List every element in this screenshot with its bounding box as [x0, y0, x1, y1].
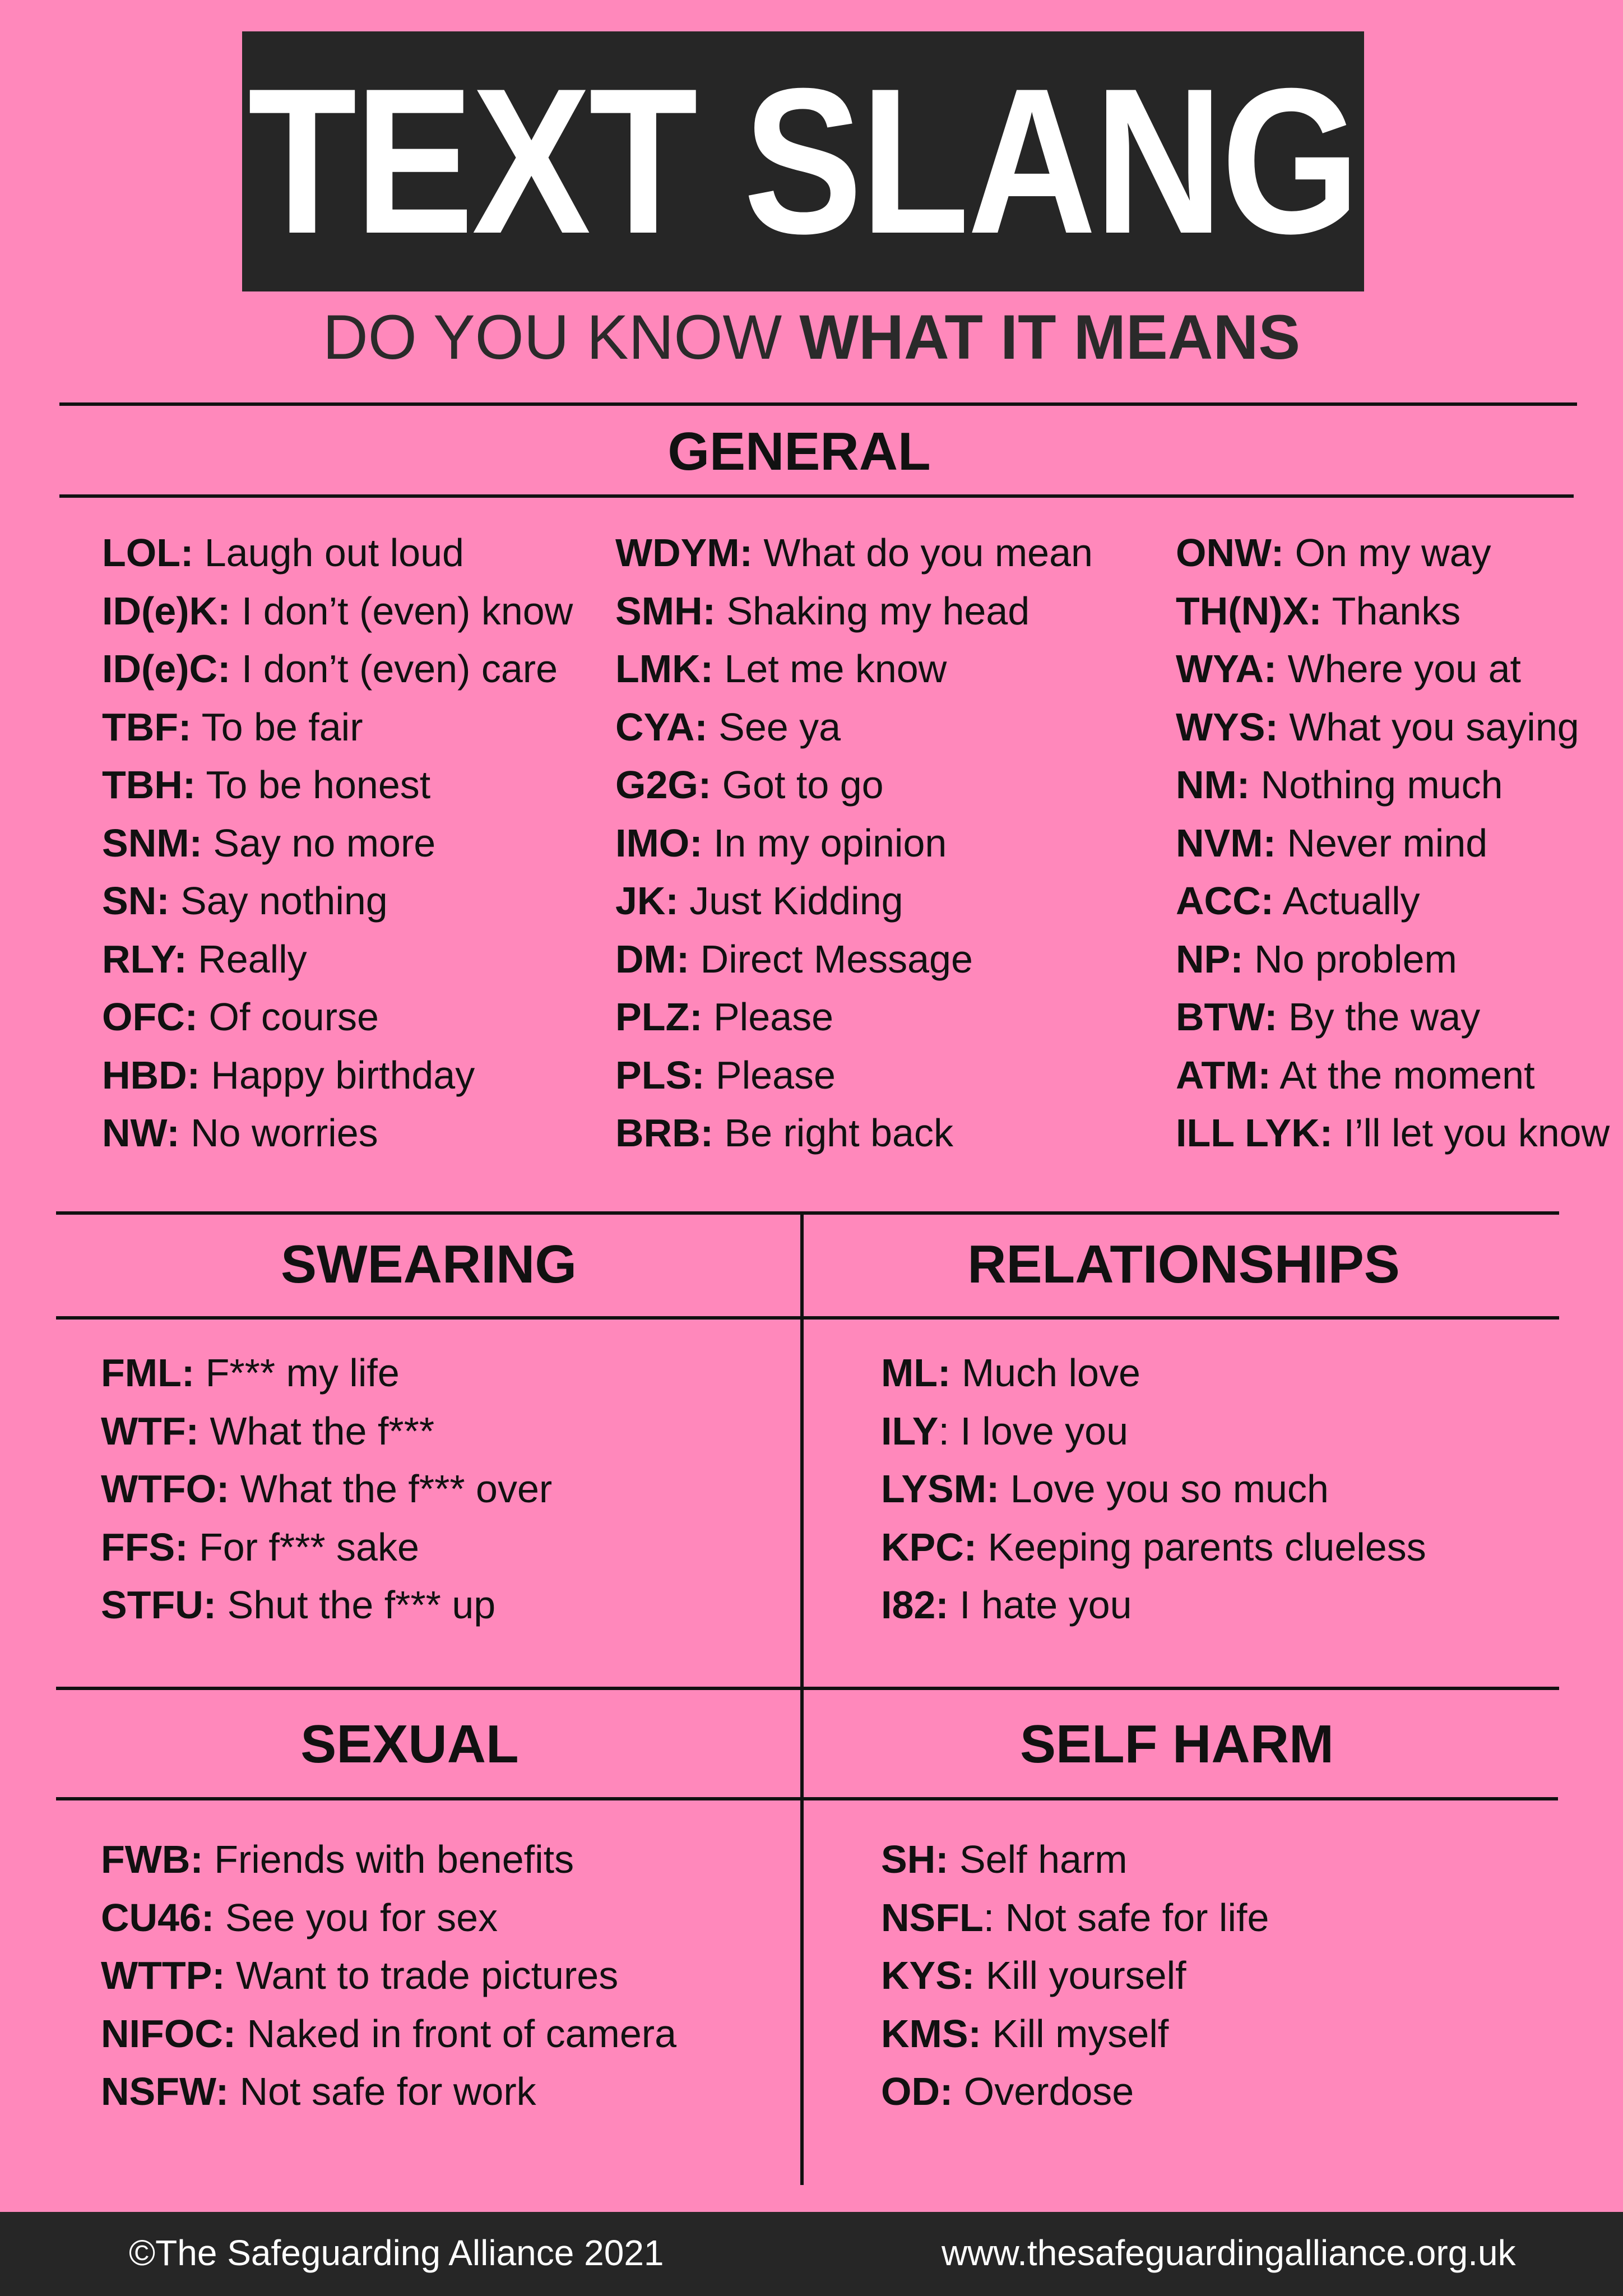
subtitle-bold: WHAT IT MEANS — [799, 302, 1301, 372]
slang-separator: : — [175, 1525, 188, 1569]
slang-separator: : — [174, 937, 187, 981]
slang-separator: : — [961, 1954, 975, 1997]
slang-entry — [1176, 582, 1610, 641]
slang-definition: Where you at — [1277, 647, 1521, 691]
sexual-list — [101, 1831, 676, 2121]
swearing-list — [101, 1344, 552, 1635]
slang-definition: Want to trade pictures — [225, 1954, 619, 1997]
subtitle-regular: DO YOU KNOW — [322, 302, 800, 372]
slang-separator: : — [187, 1053, 200, 1097]
slang-separator: : — [739, 531, 753, 575]
slang-separator: : — [1258, 1053, 1271, 1097]
slang-definition: Kill yourself — [975, 1954, 1186, 1997]
slang-separator: : — [178, 705, 192, 749]
slang-definition: Please — [702, 995, 834, 1039]
slang-entry — [101, 2005, 676, 2063]
slang-definition: Much love — [950, 1351, 1140, 1395]
slang-definition: Actually — [1273, 879, 1420, 923]
slang-separator: : — [181, 1351, 195, 1395]
slang-definition: In my opinion — [702, 821, 947, 865]
title-banner — [242, 31, 1364, 291]
slang-term: KYS — [881, 1954, 962, 1997]
slang-definition: On my way — [1284, 531, 1491, 575]
slang-definition: Really — [187, 937, 307, 981]
slang-definition: Say nothing — [169, 879, 388, 923]
slang-term: ONW — [1176, 531, 1271, 575]
slang-entry — [881, 1947, 1269, 2005]
slang-separator: : — [986, 1467, 1000, 1511]
slang-entry — [102, 640, 573, 698]
slang-separator: : — [1263, 821, 1276, 865]
slang-definition: Got to go — [711, 763, 884, 807]
slang-entry — [881, 1344, 1426, 1402]
slang-definition: No problem — [1243, 937, 1457, 981]
slang-term: KPC — [881, 1525, 964, 1569]
slang-definition: Say no more — [202, 821, 436, 865]
slang-definition: Overdose — [953, 2070, 1134, 2113]
slang-term: ACC — [1176, 879, 1261, 923]
slang-term: DM — [615, 937, 676, 981]
slang-definition: Be right back — [713, 1111, 953, 1155]
slang-separator: : — [689, 821, 703, 865]
slang-definition: Please — [704, 1053, 836, 1097]
slang-separator: : — [216, 1467, 230, 1511]
slang-term: JK — [615, 879, 666, 923]
slang-separator: : — [698, 763, 712, 807]
slang-term: WTFO — [101, 1467, 217, 1511]
slang-definition: What you saying — [1278, 705, 1579, 749]
slang-separator: : — [963, 1525, 977, 1569]
page-subtitle — [0, 303, 1623, 372]
slang-definition: F*** my life — [194, 1351, 400, 1395]
slang-separator: : — [702, 589, 716, 633]
slang-entry — [615, 1047, 1093, 1105]
slang-definition: Just Kidding — [678, 879, 903, 923]
slang-separator: : — [1265, 705, 1278, 749]
slang-term: WYS — [1176, 705, 1265, 749]
slang-definition: For f*** sake — [188, 1525, 419, 1569]
slang-entry — [615, 814, 1093, 873]
slang-separator: : — [1309, 589, 1322, 633]
slang-entry — [1176, 640, 1610, 698]
slang-term: ID(e)K — [102, 589, 218, 633]
slang-term: ILL LYK — [1176, 1111, 1320, 1155]
divider-middle-top — [56, 1211, 1559, 1215]
relationships-list — [881, 1344, 1426, 1635]
slang-entry — [615, 931, 1093, 989]
section-title-self-harm: SELF HARM — [1020, 1714, 1334, 1774]
slang-entry — [881, 1460, 1426, 1519]
slang-separator: : — [700, 1111, 713, 1155]
slang-entry — [881, 2005, 1269, 2063]
slang-separator: : — [665, 879, 679, 923]
slang-term: LOL — [102, 531, 180, 575]
footer-bar — [0, 2212, 1623, 2296]
slang-term: TBF — [102, 705, 179, 749]
slang-separator: : — [1264, 995, 1278, 1039]
section-title-relationships: RELATIONSHIPS — [967, 1234, 1400, 1294]
slang-entry — [1176, 756, 1610, 814]
slang-definition: Love you so much — [999, 1467, 1329, 1511]
slang-term: WTF — [101, 1409, 186, 1453]
slang-term: NP — [1176, 937, 1231, 981]
slang-term: LMK — [615, 647, 701, 691]
slang-definition: No worries — [179, 1111, 378, 1155]
slang-definition: See ya — [707, 705, 841, 749]
slang-separator: : — [184, 995, 198, 1039]
slang-separator: : — [189, 821, 202, 865]
divider-general-top — [59, 402, 1577, 406]
slang-entry — [102, 1104, 573, 1163]
slang-definition: I’ll let you know — [1333, 1111, 1610, 1155]
general-column-1 — [102, 524, 573, 1163]
slang-entry — [1176, 524, 1610, 582]
slang-separator: : — [1260, 879, 1274, 923]
slang-term: NIFOC — [101, 2011, 223, 2056]
slang-separator: : — [186, 1409, 199, 1453]
slang-separator: : — [689, 995, 703, 1039]
section-title-swearing: SWEARING — [281, 1234, 577, 1294]
slang-entry — [101, 1947, 676, 2005]
footer-website: www.thesafeguardingalliance.org.uk — [942, 2233, 1516, 2273]
slang-entry — [101, 1344, 552, 1402]
slang-separator: : — [182, 763, 196, 807]
slang-separator: : — [935, 1837, 949, 1881]
slang-separator: : — [222, 2011, 237, 2056]
slang-term: PLS — [615, 1053, 692, 1097]
slang-separator: : — [217, 589, 231, 633]
slang-term: STFU — [101, 1583, 203, 1627]
slang-term: BRB — [615, 1111, 701, 1155]
slang-entry — [102, 988, 573, 1047]
slang-entry — [101, 1460, 552, 1519]
slang-entry — [1176, 988, 1610, 1047]
slang-separator: : — [203, 1583, 217, 1627]
slang-definition: What the f*** — [198, 1409, 435, 1453]
slang-entry — [615, 640, 1093, 698]
slang-term: FWB — [101, 1837, 191, 1881]
slang-term: TH(N)X — [1176, 589, 1309, 633]
slang-definition: Thanks — [1321, 589, 1461, 633]
slang-definition: What the f*** over — [229, 1467, 553, 1511]
slang-entry — [615, 872, 1093, 931]
footer-copyright: ©The Safeguarding Alliance 2021 — [129, 2233, 664, 2273]
slang-entry — [102, 698, 573, 757]
slang-definition: Let me know — [713, 647, 947, 691]
slang-entry — [102, 872, 573, 931]
divider-middle-bottom — [56, 1316, 1559, 1320]
slang-term: NW — [102, 1111, 167, 1155]
slang-term: I82 — [881, 1583, 936, 1627]
slang-definition: Friends with benefits — [203, 1837, 574, 1881]
divider-lower-bottom — [56, 1797, 1558, 1800]
slang-separator: : — [938, 1351, 951, 1395]
general-column-3 — [1176, 524, 1610, 1163]
slang-term: WDYM — [615, 531, 740, 575]
slang-entry — [881, 1889, 1269, 1947]
slang-definition: I don’t (even) know — [230, 589, 573, 633]
slang-term: OFC — [102, 995, 185, 1039]
slang-entry — [102, 931, 573, 989]
slang-separator: : — [692, 1053, 705, 1097]
slang-entry — [101, 1576, 552, 1635]
section-title-sexual: SEXUAL — [300, 1714, 519, 1774]
slang-term: HBD — [102, 1053, 187, 1097]
slang-definition: Laugh out loud — [193, 531, 464, 575]
slang-term: NM — [1176, 763, 1237, 807]
slang-entry — [881, 1519, 1426, 1577]
self-harm-list — [881, 1831, 1269, 2121]
slang-separator: : — [676, 937, 690, 981]
slang-term: TBH — [102, 763, 183, 807]
slang-entry — [101, 1519, 552, 1577]
slang-definition: Self harm — [948, 1837, 1128, 1881]
slang-separator: : — [156, 879, 170, 923]
slang-definition: Happy birthday — [200, 1053, 475, 1097]
slang-term: ILY — [881, 1409, 939, 1453]
slang-entry — [1176, 931, 1610, 989]
section-title-general: GENERAL — [667, 422, 931, 482]
slang-definition: I hate you — [948, 1583, 1132, 1627]
slang-definition: Never mind — [1276, 821, 1488, 865]
slang-term: SH — [881, 1837, 936, 1881]
slang-term: LYSM — [881, 1467, 987, 1511]
slang-definition: I don’t (even) care — [230, 647, 558, 691]
slang-term: OD — [881, 2070, 940, 2113]
slang-separator: : — [940, 2070, 953, 2113]
slang-term: CYA — [615, 705, 695, 749]
slang-entry — [102, 1047, 573, 1105]
slang-term: ML — [881, 1351, 938, 1395]
slang-separator: : — [694, 705, 708, 749]
slang-definition: Shaking my head — [715, 589, 1030, 633]
slang-term: ATM — [1176, 1053, 1258, 1097]
slang-separator: : — [180, 531, 194, 575]
slang-definition: Not safe for work — [229, 2070, 536, 2113]
slang-entry — [615, 524, 1093, 582]
slang-definition: Nothing much — [1250, 763, 1503, 807]
slang-term: NSFL — [881, 1895, 984, 1939]
slang-separator: : — [1236, 763, 1250, 807]
slang-definition: To be fair — [191, 705, 363, 749]
slang-entry — [101, 2063, 676, 2121]
slang-separator: : — [190, 1837, 203, 1881]
slang-entry — [102, 582, 573, 641]
slang-term: WYA — [1176, 647, 1264, 691]
slang-separator: : — [212, 1954, 225, 1997]
slang-term: RLY — [102, 937, 174, 981]
slang-term: KMS — [881, 2011, 968, 2056]
slang-separator: : — [1270, 531, 1285, 575]
slang-definition: : I love you — [938, 1409, 1128, 1453]
slang-entry — [881, 1831, 1269, 1889]
slang-entry — [1176, 814, 1610, 873]
slang-separator: : — [1319, 1111, 1333, 1155]
slang-entry — [615, 988, 1093, 1047]
slang-separator: : — [1263, 647, 1277, 691]
divider-general-bottom — [59, 494, 1574, 498]
slang-definition: See you for sex — [214, 1895, 498, 1939]
slang-term: NSFW — [101, 2070, 216, 2113]
slang-entry — [101, 1402, 552, 1461]
slang-definition: : Not safe for life — [983, 1895, 1269, 1939]
slang-definition: Shut the f*** up — [216, 1583, 496, 1627]
slang-definition: By the way — [1277, 995, 1481, 1039]
slang-term: IMO — [615, 821, 690, 865]
slang-entry — [1176, 1104, 1610, 1163]
slang-definition: To be honest — [196, 763, 431, 807]
slang-separator: : — [166, 1111, 180, 1155]
slang-definition: What do you mean — [752, 531, 1093, 575]
slang-entry — [615, 756, 1093, 814]
slang-term: CU46 — [101, 1895, 201, 1939]
slang-separator: : — [935, 1583, 949, 1627]
slang-separator: : — [968, 2011, 981, 2056]
divider-lower-top — [56, 1687, 1559, 1690]
slang-entry — [102, 814, 573, 873]
slang-term: G2G — [615, 763, 698, 807]
page-title: TEXT SLANG — [248, 45, 1358, 277]
slang-separator: : — [215, 2070, 229, 2113]
slang-entry — [615, 1104, 1093, 1163]
slang-entry — [881, 2063, 1269, 2121]
slang-term: PLZ — [615, 995, 690, 1039]
slang-entry — [101, 1889, 676, 1947]
general-column-2 — [615, 524, 1093, 1163]
slang-entry — [615, 582, 1093, 641]
slang-term: FML — [101, 1351, 182, 1395]
slang-entry — [1176, 1047, 1610, 1105]
slang-term: SNM — [102, 821, 189, 865]
slang-separator: : — [1230, 937, 1244, 981]
slang-definition: Kill myself — [981, 2011, 1169, 2056]
slang-separator: : — [700, 647, 713, 691]
slang-term: BTW — [1176, 995, 1265, 1039]
slang-definition: Naked in front of camera — [236, 2011, 677, 2056]
slang-definition: Keeping parents clueless — [977, 1525, 1426, 1569]
slang-separator: : — [217, 647, 231, 691]
slang-term: FFS — [101, 1525, 175, 1569]
slang-entry — [881, 1576, 1426, 1635]
slang-entry — [102, 756, 573, 814]
slang-term: ID(e)C — [102, 647, 218, 691]
slang-term: NVM — [1176, 821, 1263, 865]
vertical-divider — [800, 1213, 804, 2185]
slang-entry — [102, 524, 573, 582]
slang-definition: Direct Message — [689, 937, 973, 981]
slang-entry — [1176, 698, 1610, 757]
slang-definition: Of course — [198, 995, 379, 1039]
slang-entry — [881, 1402, 1426, 1461]
slang-term: WTTP — [101, 1954, 212, 1997]
slang-term: SMH — [615, 589, 703, 633]
slang-definition: At the moment — [1270, 1053, 1535, 1097]
slang-separator: : — [201, 1895, 215, 1939]
slang-entry — [1176, 872, 1610, 931]
slang-entry — [101, 1831, 676, 1889]
slang-term: SN — [102, 879, 157, 923]
slang-entry — [615, 698, 1093, 757]
